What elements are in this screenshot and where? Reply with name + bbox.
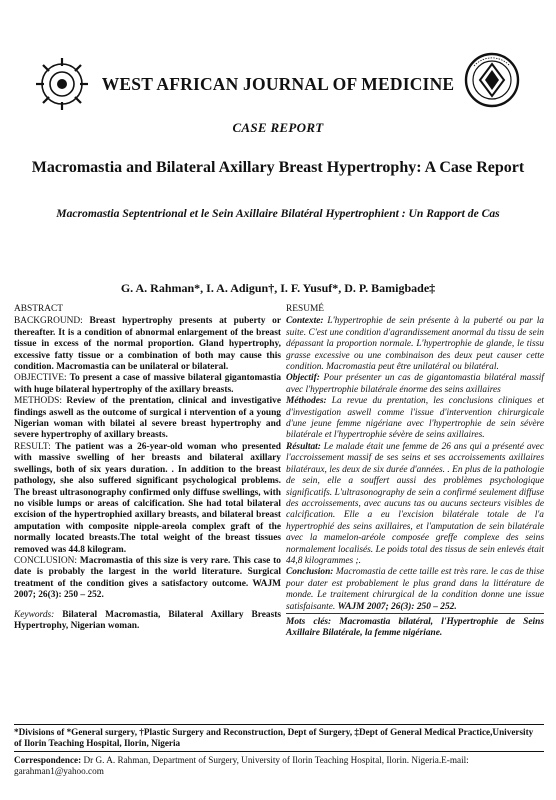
conclusion-label: CONCLUSION:: [14, 555, 78, 566]
result-label: RESULT:: [14, 441, 51, 452]
resume-column: [286, 304, 544, 640]
journal-title: WEST AFRICAN JOURNAL OF MEDICINE: [101, 74, 455, 94]
author-list: G. A. Rahman*, I. A. Adigun†, I. F. Yusuf*, D. P. Bamigbade‡: [120, 281, 436, 295]
section-label: CASE REPORT: [232, 120, 324, 135]
resume-heading: RESUMÉ: [286, 304, 325, 314]
conclusion-text: Macromastia of this size is very rare. This case to date is probably the largest in the world literature. Surgical treatment of the condition gives a satisfactory outcome. WAJM 2007; 26(3): 250 – 252.: [14, 555, 281, 601]
abstract-column: [14, 304, 281, 632]
abstract-background: [14, 316, 281, 373]
resultat-label: Résultat:: [286, 441, 321, 452]
article-title: Macromastia and Bilateral Axillary Breast Hypertrophy: A Case Report: [31, 159, 525, 176]
resume-objectif: [286, 373, 544, 396]
keywords: [14, 610, 281, 633]
mots-label: Mots clés:: [286, 616, 332, 627]
result-text: The patient was a 26-year-old woman who presented with massive swelling of her breasts and bilateral axillary swellings, both of six years duration. . In addition to the breast pathology, she also suffered significant psychological problems. The breast ultrasonography confirmed only diffuse swellings, with no visible lumps or areas of calcification. She had total bilateral excision of the hypertrophied axillary breasts, and bilateral breast amputation with composite nipple-areola complex graft of the normally located breasts.The total weight of the breast tissues removed was 44.8 kilogram.: [14, 441, 282, 555]
keywords-label: Keywords:: [14, 609, 55, 620]
correspondence-label: Correspondence:: [14, 755, 82, 765]
keywords-text: Bilateral Macromastia, Bilateral Axillary Breasts Hypertrophy, Nigerian woman.: [14, 609, 282, 631]
footnote-divider: [14, 724, 544, 725]
mots-cles: [286, 613, 544, 640]
correspondence-text: Dr G. A. Rahman, Department of Surgery, University of Ilorin Teaching Hospital, Ilorin. Nigeria.E-mail: garahman1@yahoo.com: [14, 755, 469, 776]
correspondence-divider: [14, 751, 544, 752]
abstract-objective: [14, 373, 281, 396]
mots-text: Macromastia bilatéral, l'Hypertrophie de Seins Axillaire Bilatérale, la femme nigériane.: [286, 616, 545, 639]
objective-label: OBJECTIVE:: [14, 373, 67, 384]
methodes-text: La revue du prentation, les conclusions cliniques et d'investigation aswell comme l'issue d'intervention chirurgicale d'une jeune femme nigériane avec l'hypertrophie de sein sévère bilatérale et l'hypertrophie sévère de seins axillaires.: [286, 396, 545, 441]
abstract-result: [14, 442, 281, 556]
article-title-french: Macromastia Septentrional et le Sein Axillaire Bilatéral Hypertrophient : Un Rapport de Cas: [56, 207, 500, 220]
abstract-conclusion: [14, 556, 281, 602]
resume-methodes: [286, 396, 544, 442]
affiliations-footnote: *Divisions of *General surgery, †Plastic Surgery and Reconstruction, Dept of Surgery, ‡Dept of General Medical Practice,University of Ilorin Teaching Hospital, Ilorin, Nigeria: [14, 727, 534, 748]
correspondence-footnote: [14, 755, 542, 777]
conclusion-fr-label: Conclusion:: [286, 567, 334, 578]
background-text: Breast hypertrophy presents at puberty or thereafter. It is a condition of abnormal enlargement of the breast tissue in excess of the normal proportion. Gland hypertrophy, excessive fatty tissue or a combination of both may cause this condition. Macromastia can be unilateral or bilateral.: [14, 316, 282, 373]
conclusion-fr-text: Macromastia de cette taille est très rare. le cas de thise pour dater est probablement le plus grand dans la littérature de monde. Le traitement chirurgical de la condition donne une issue satisfaisante.: [286, 567, 544, 612]
background-label: BACKGROUND:: [14, 316, 83, 327]
abstract-methods: [14, 396, 281, 442]
methods-text: Review of the prentation, clinical and investigative findings aswell as the outcome of surgical i ntervention of a young Nigerian woman with bilatei al severe breast hypertrophy and severe hypertrophy of axillary breasts.: [14, 396, 281, 441]
methods-label: METHODS:: [14, 396, 62, 407]
contexte-text: L'hypertrophie de sein présente à la puberté ou par la suite. C'est une condition d'agrandissement anormal du tissu de sein dépassant la proportion normale. L'hypertrophie de glande, le tissu grasse excessive ou une combinaison des deux peut causer cette condition. Macromastia peut être unilatéral ou bilatéral.: [286, 316, 544, 373]
contexte-label: Contexte:: [286, 316, 324, 327]
methodes-label: Méthodes:: [286, 396, 327, 407]
resultat-text: Le malade était une femme de 26 ans qui a présenté avec l'accroissement massif de ses seins et ses accroissements axillaires bilatéraux, les deux de six durée d'années. . En plus de la pathologie de sein, elle a souffert aussi des problèmes psychologique significatifs. L'ultrasonography de sein a confirmé seulement diffuse des accroissements, avec aucuns tas ou aucuns secteurs visibles de calcification. Elle a eu l'excision bilatérale totale de l'a hypertrophié des seins axillaires, et l'amputation de sein bilatérale avec la mamelon-aréole composée greffe complexe des seins normalement localisés. Le poids total des tissus de sein enlevés était 44,8 kilogrammes ;.: [286, 441, 545, 566]
objectif-text: Pour présenter un cas de gigantomastia bilatéral massif avec l'hypertrophie bilatérale énorme des seins axillaires: [286, 373, 544, 395]
objective-text: To present a case of massive bilateral gigantomastia with huge bilateral hypertrophy of the axillary breasts.: [14, 373, 282, 395]
abstract-heading: ABSTRACT: [14, 304, 63, 314]
resume-resultat: [286, 442, 544, 567]
objectif-label: Objectif:: [286, 373, 320, 384]
conclusion-fr-ref: WAJM 2007; 26(3): 250 – 252.: [337, 601, 457, 612]
resume-contexte: [286, 316, 544, 373]
resume-conclusion: [286, 567, 544, 613]
